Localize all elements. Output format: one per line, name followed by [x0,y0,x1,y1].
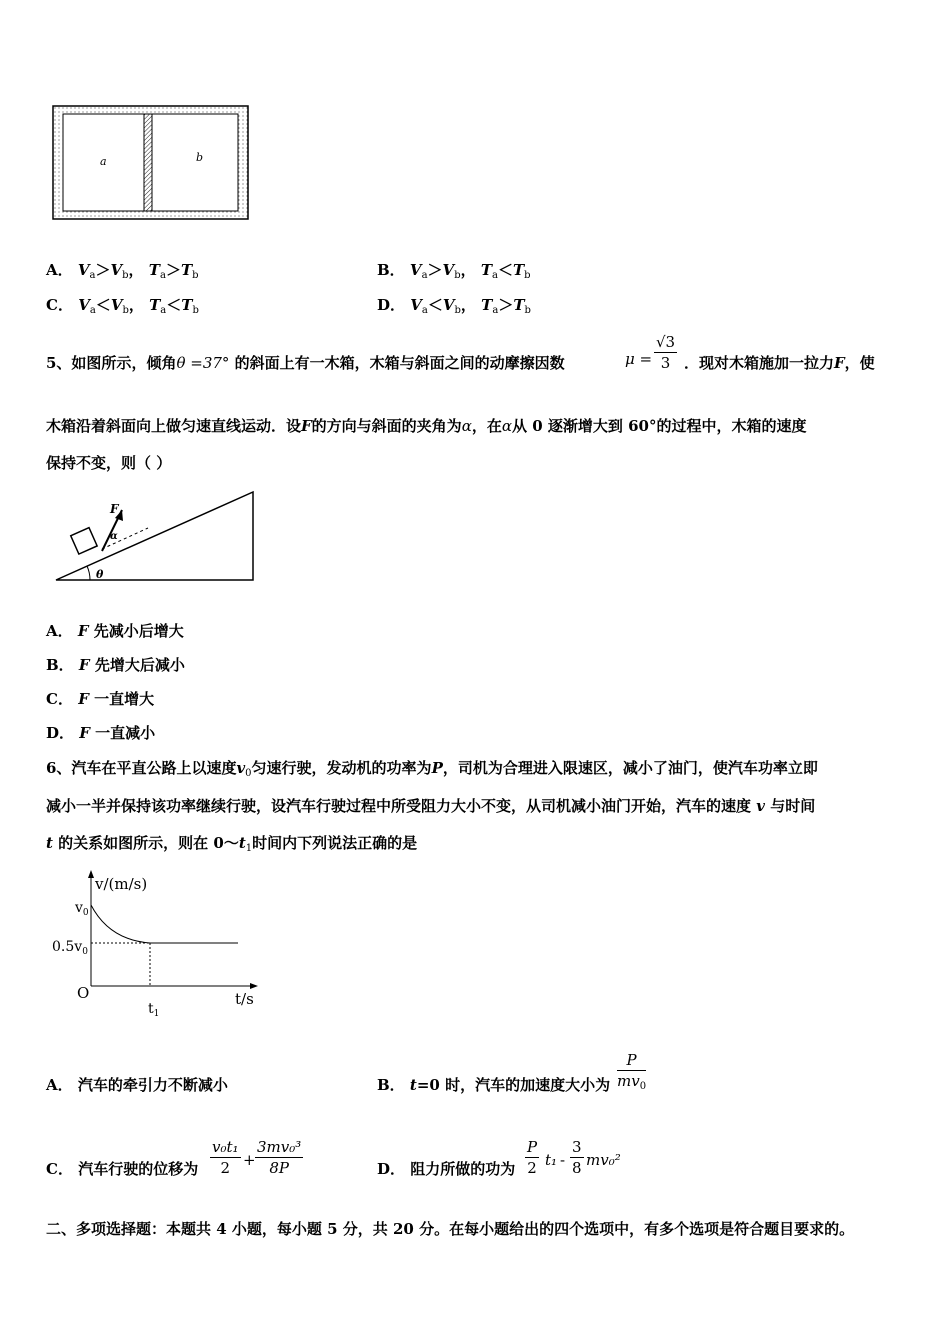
q6-option-b-fraction: $\frac{P}{mv_0}$ [617,1051,647,1092]
q6-option-c[interactable]: C． 汽车行驶的位移为 [46,1160,199,1178]
incline-figure [52,488,258,584]
partition-piston [144,114,152,211]
theta-arc [87,566,90,580]
t1-tick-label: $t_1$ [148,1001,160,1019]
origin-label: O [77,984,90,1002]
container-figure [50,103,252,223]
q6-stem-line1: 6、汽车在平直公路上以速度$v_0$匀速行驶，发动机的功率为P，司机为合理进入限速区，减小了油门，使汽车功率立即 [46,759,818,779]
force-label: F [110,502,119,516]
x-axis-arrowhead [250,983,258,989]
q6-option-c-plus: + [243,1151,256,1169]
chamber-b-label: b [196,151,204,164]
y-axis-label: v/(m/s) [95,875,148,893]
q4-option-a[interactable]: A． $V_a>V_b$， $T_a>T_b$ [46,261,199,281]
x-axis-label: t/s [235,990,254,1008]
velocity-curve [91,905,238,943]
q6-option-d-minus: - [560,1151,566,1169]
wooden-box [71,528,97,554]
q5-option-d[interactable]: D． F 一直减小 [46,724,156,742]
q6-option-c-fraction-1: $\frac{\text{v₀t₁}}{2}$ [212,1138,239,1177]
q5-stem-line1: 5、如图所示，倾角θ =37° 的斜面上有一木箱，木箱与斜面之间的动摩擦因数 [46,354,565,372]
q6-option-d-t1: t₁ [545,1151,558,1169]
alpha-label: α [110,531,118,542]
q6-stem-line2: 减小一半并保持该功率继续行驶，设汽车行驶过程中所受阻力大小不变，从司机减小油门开始，汽车的速度 v 与时间 [46,797,816,815]
chamber-a-label: a [100,155,107,168]
half-v0-tick-label: $0.5v_0$ [52,939,88,957]
section-2-heading: 二、多项选择题：本题共 4 小题，每小题 5 分，共 20 分。在每小题给出的四个选项中，有多个选项是符合题目要求的。 [46,1220,855,1238]
q6-option-d-fraction-2: $\frac{3}{8}$ [572,1138,582,1177]
q5-stem-line2: 木箱沿着斜面向上做匀速直线运动．设F的方向与斜面的夹角为α，在α从 0 逐渐增大到 60°的过程中，木箱的速度 [46,417,807,435]
q6-option-b[interactable]: B． t=0 时，汽车的加速度大小为 [377,1076,611,1094]
mu-lhs: μ = [625,350,653,368]
q6-option-c-fraction-2: $\frac{\text{3mv₀³}}{8P}$ [257,1138,302,1177]
v0-tick-label: $v_0$ [75,900,89,918]
q6-option-d-fraction-1: $\frac{P}{2}$ [527,1138,538,1177]
q6-option-d-tail: mv₀² [586,1151,621,1169]
q6-stem-line3: t 的关系如图所示，则在 $0\sim t_1$时间内下列说法正确的是 [46,834,418,854]
q4-option-c[interactable]: C． $V_a<V_b$， $T_a<T_b$ [46,296,199,316]
q4-option-d[interactable]: D． $V_a<V_b$， $T_a>T_b$ [377,296,531,316]
q5-option-a[interactable]: A． F 先减小后增大 [46,622,184,640]
mu-fraction: $\frac{√3}{3}$ [656,333,676,372]
q4-option-b[interactable]: B． $V_a>V_b$， $T_a<T_b$ [377,261,531,281]
y-axis-arrowhead [88,870,94,878]
q6-option-a[interactable]: A． 汽车的牵引力不断减小 [46,1076,228,1094]
q5-stem-line1-tail: ．现对木箱施加一拉力F，使 [684,354,875,372]
velocity-time-graph [48,868,268,1020]
q6-option-d[interactable]: D． 阻力所做的功为 [377,1160,516,1178]
theta-label: θ [96,568,104,581]
q5-stem-line3: 保持不变，则（ ） [46,454,172,472]
q5-option-b[interactable]: B． F 先增大后减小 [46,656,185,674]
q5-option-c[interactable]: C． F 一直增大 [46,690,155,708]
